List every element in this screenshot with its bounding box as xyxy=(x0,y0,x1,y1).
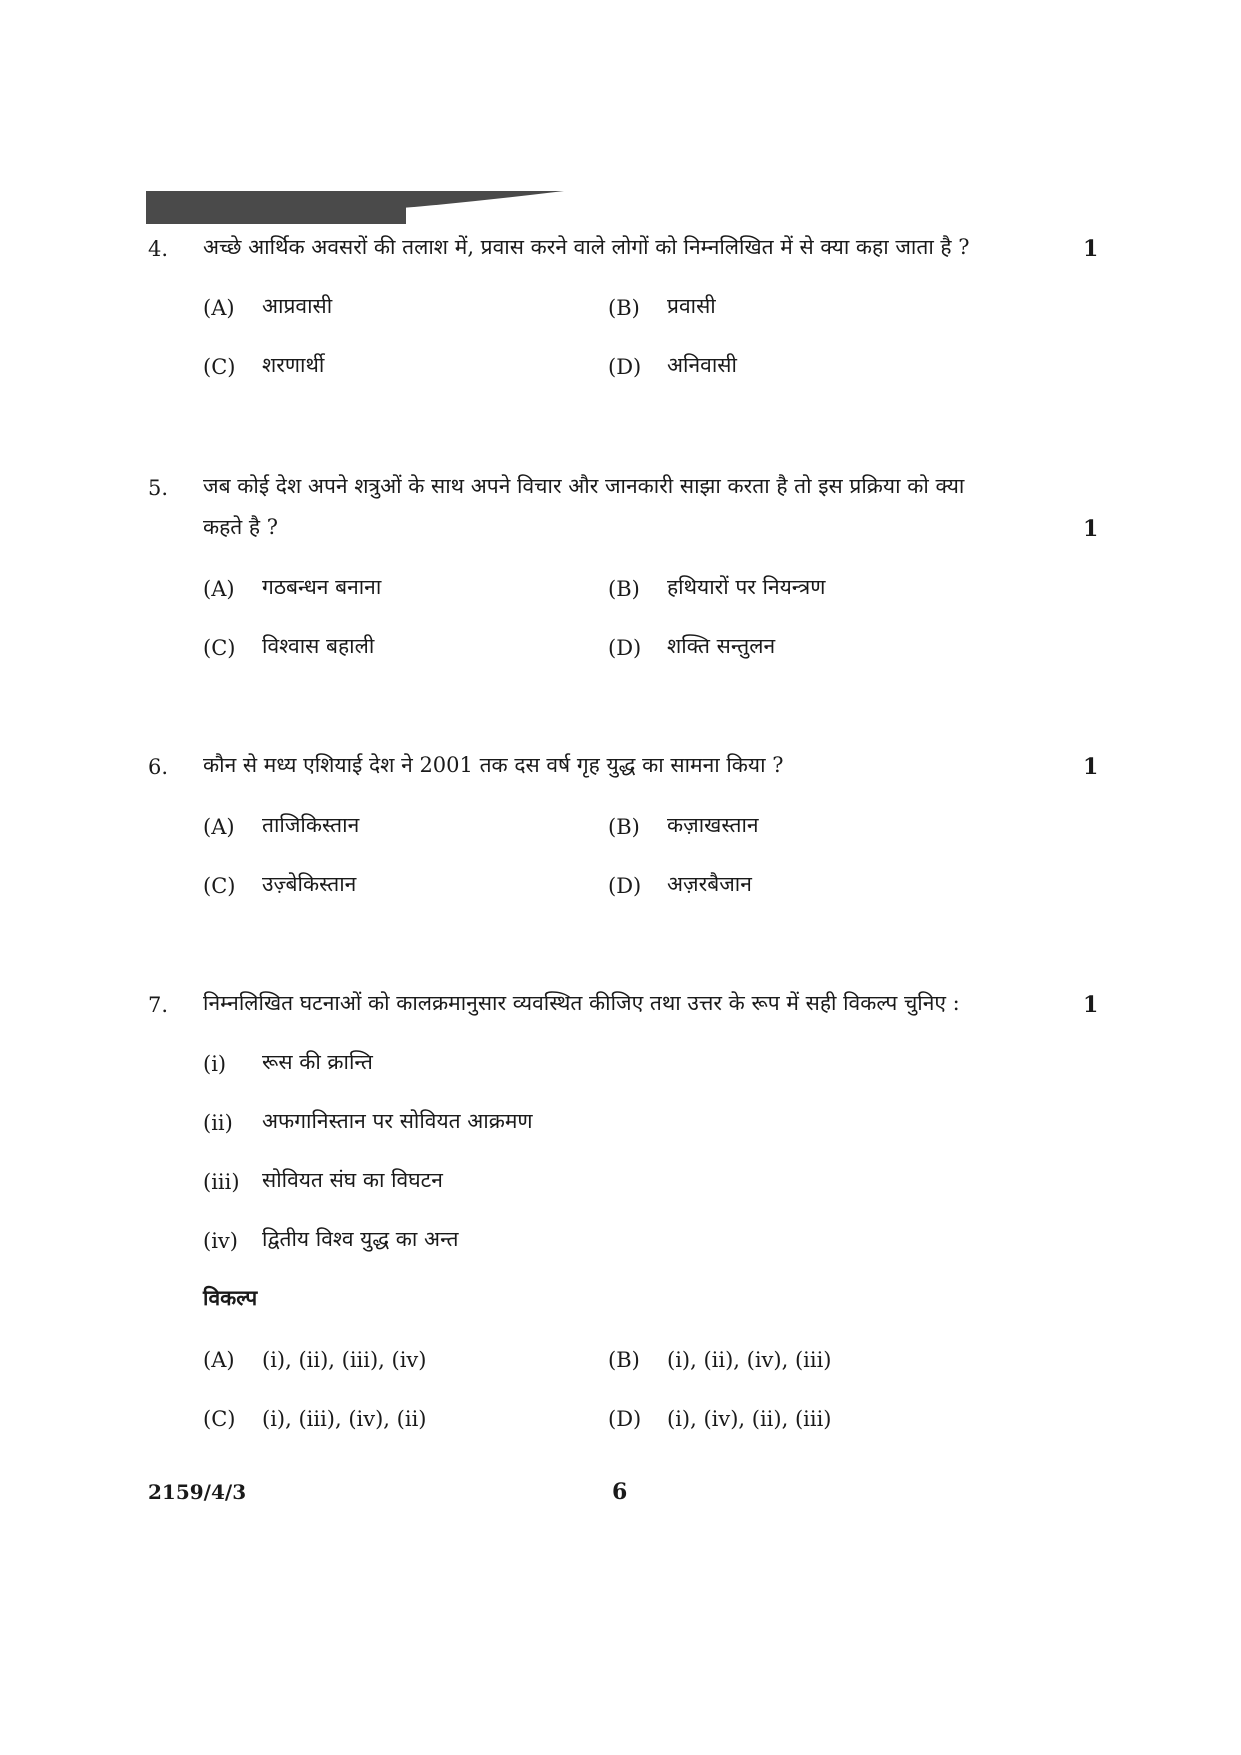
question-number: 5. xyxy=(148,476,169,500)
option-label: (B) xyxy=(608,577,640,601)
question-text-line1: जब कोई देश अपने शत्रुओं के साथ अपने विचार और जानकारी साझा करता है तो इस प्रक्रिया को क्या xyxy=(203,474,965,498)
option-label: (B) xyxy=(608,1348,640,1372)
option-label: (A) xyxy=(203,577,235,601)
question-marks: 1 xyxy=(1083,236,1099,262)
option-label: (A) xyxy=(203,1348,235,1372)
question-marks: 1 xyxy=(1083,516,1099,542)
question-number: 7. xyxy=(148,993,169,1017)
page-number: 6 xyxy=(612,1479,628,1505)
option-text: शरणार्थी xyxy=(262,353,325,377)
question-marks: 1 xyxy=(1083,992,1099,1018)
option-text: प्रवासी xyxy=(667,294,716,318)
option-text: (i), (iv), (ii), (iii) xyxy=(667,1407,832,1431)
option-text: (i), (ii), (iii), (iv) xyxy=(262,1348,427,1372)
option-text: विश्वास बहाली xyxy=(262,634,375,658)
question-text: कौन से मध्य एशियाई देश ने 2001 तक दस वर्ष गृह युद्ध का सामना किया ? xyxy=(203,753,784,777)
option-label: (D) xyxy=(608,874,642,898)
question-number: 4. xyxy=(148,237,169,261)
option-label: (A) xyxy=(203,296,235,320)
option-text: गठबन्धन बनाना xyxy=(262,575,382,599)
event-item-label: (ii) xyxy=(203,1111,233,1135)
options-heading: विकल्प xyxy=(203,1285,258,1310)
option-text: अज़रबैजान xyxy=(667,872,752,896)
option-text: ताजिकिस्तान xyxy=(262,813,360,837)
event-item-text: द्वितीय विश्व युद्ध का अन्त xyxy=(262,1227,459,1251)
option-label: (B) xyxy=(608,296,640,320)
event-item-label: (i) xyxy=(203,1052,227,1076)
option-text: कज़ाखस्तान xyxy=(667,813,759,837)
event-item-text: रूस की क्रान्ति xyxy=(262,1050,373,1074)
paper-code: 2159/4/3 xyxy=(148,1480,247,1504)
question-text: अच्छे आर्थिक अवसरों की तलाश में, प्रवास करने वाले लोगों को निम्नलिखित में से क्या कहा जाता है ? xyxy=(203,235,970,259)
option-label: (C) xyxy=(203,355,236,379)
option-label: (C) xyxy=(203,1407,236,1431)
header-decoration-bar xyxy=(146,188,564,224)
option-text: हथियारों पर नियन्त्रण xyxy=(667,575,826,599)
question-number: 6. xyxy=(148,755,169,779)
option-label: (D) xyxy=(608,355,642,379)
option-label: (C) xyxy=(203,874,236,898)
question-text-line2: कहते है ? xyxy=(203,515,279,539)
option-label: (B) xyxy=(608,815,640,839)
option-label: (D) xyxy=(608,1407,642,1431)
option-label: (D) xyxy=(608,636,642,660)
option-text: अनिवासी xyxy=(667,353,737,377)
option-text: (i), (iii), (iv), (ii) xyxy=(262,1407,427,1431)
option-text: आप्रवासी xyxy=(262,294,333,318)
option-text: (i), (ii), (iv), (iii) xyxy=(667,1348,832,1372)
event-item-label: (iii) xyxy=(203,1170,240,1194)
question-marks: 1 xyxy=(1083,754,1099,780)
option-label: (A) xyxy=(203,815,235,839)
option-label: (C) xyxy=(203,636,236,660)
question-text: निम्नलिखित घटनाओं को कालक्रमानुसार व्यवस्थित कीजिए तथा उत्तर के रूप में सही विकल्प चुनिए : xyxy=(203,991,960,1015)
event-item-text: सोवियत संघ का विघटन xyxy=(262,1168,443,1192)
event-item-text: अफगानिस्तान पर सोवियत आक्रमण xyxy=(262,1109,533,1133)
option-text: शक्ति सन्तुलन xyxy=(667,634,776,658)
event-item-label: (iv) xyxy=(203,1229,238,1253)
option-text: उज़्बेकिस्तान xyxy=(262,872,357,896)
